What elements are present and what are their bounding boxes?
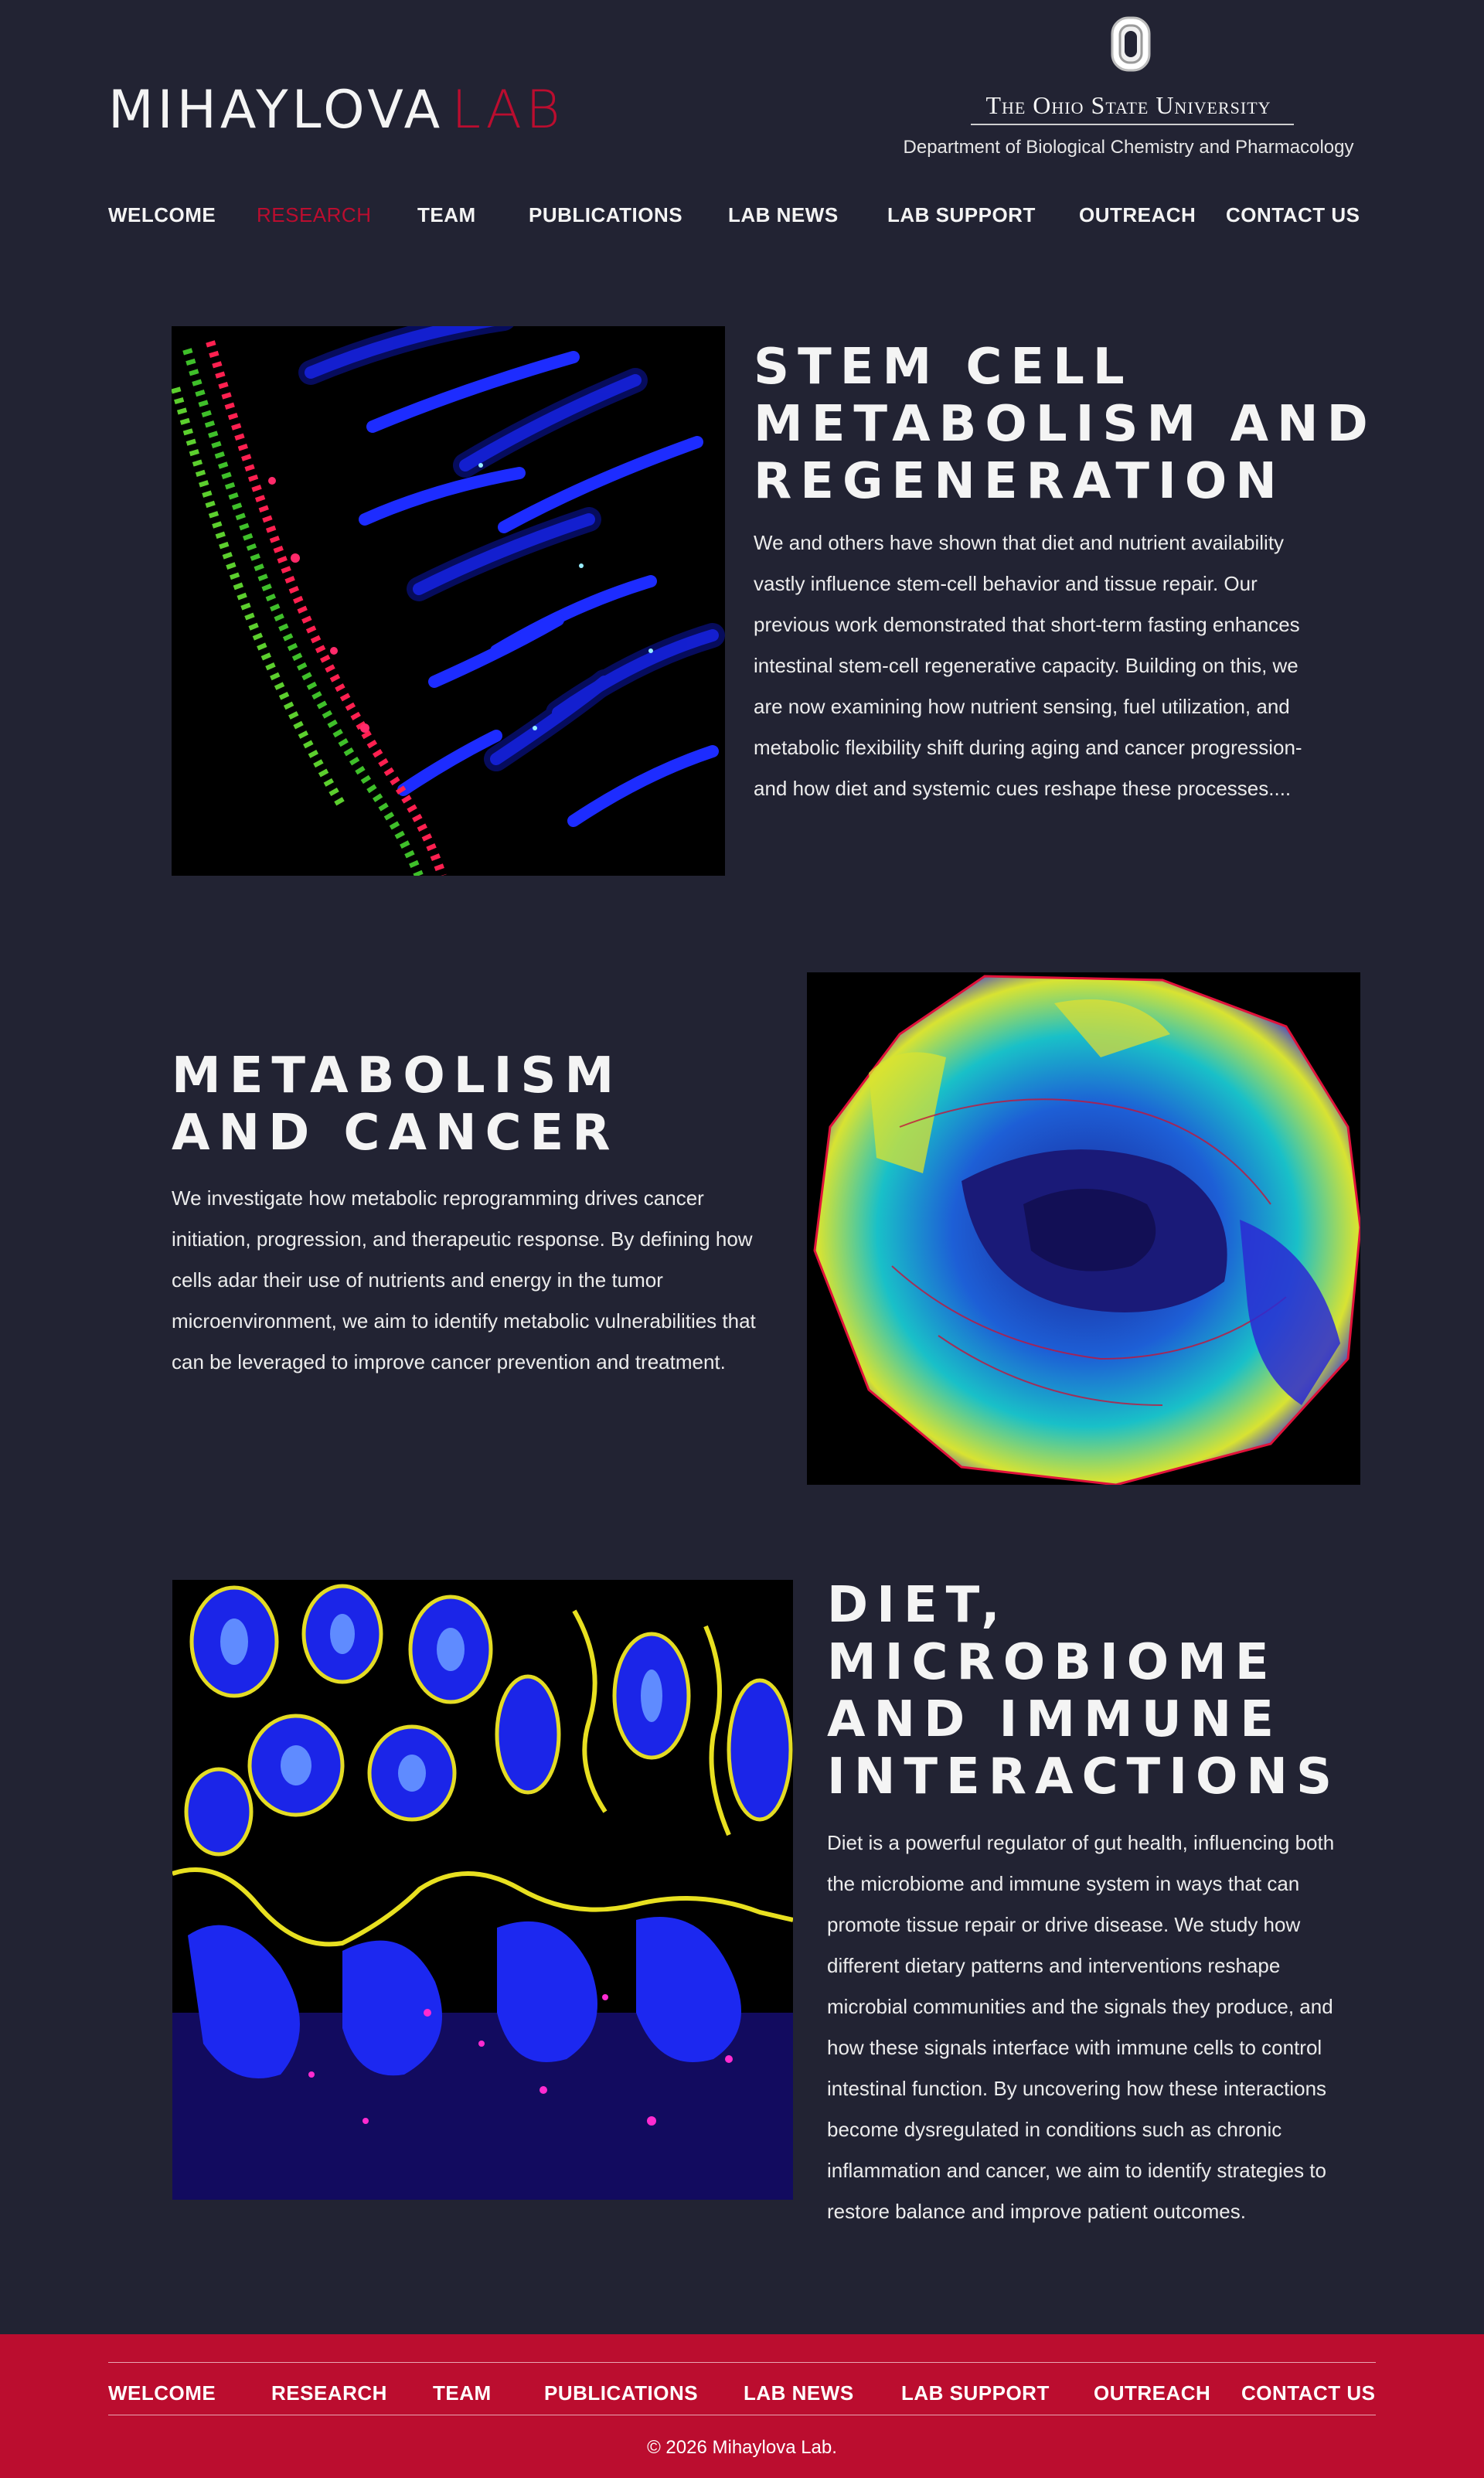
footer-nav-outreach[interactable]: OUTREACH: [1094, 2381, 1211, 2405]
stem-cell-image: [172, 326, 725, 876]
nav-welcome[interactable]: WELCOME: [108, 203, 216, 226]
footer-nav-publications[interactable]: PUBLICATIONS: [544, 2381, 699, 2405]
nav-outreach[interactable]: OUTREACH: [1079, 203, 1196, 226]
footer-nav-lab-support[interactable]: LAB SUPPORT: [901, 2381, 1050, 2405]
footer-nav-research[interactable]: RESEARCH: [271, 2381, 387, 2405]
block-o-icon: [1110, 15, 1152, 73]
university-branding[interactable]: [881, 15, 1376, 158]
section-body-stem-cell: We and others have shown that diet and nutrient availability vastly influence stem-cell behavior and tissue repair. Our previous work demonstrated that short-term fasting enhances intestinal stem-cell regenerative capacity. Building on this, we are now examining how nutrient sensing, fuel utilization, and metabolic flexibility shift during aging and cancer progression-and how diet and systemic cues reshape these processes....: [754, 531, 1302, 800]
lab-logo[interactable]: [108, 80, 564, 141]
main-nav: [108, 199, 1376, 230]
nav-publications[interactable]: PUBLICATIONS: [529, 203, 683, 226]
section-body-diet-microbiome: Diet is a powerful regulator of gut health, influencing both the microbiome and immune system in ways that can promote tissue repair or drive disease. We study how different dietary patterns and interventions reshape microbial communities and the signals they produce, and how these signals interface with immune cells to control intestinal function. By uncovering how these interactions become dysregulated in conditions such as chronic inflammation and cancer, we aim to identify strategies to restore balance and improve patient outcomes.: [827, 1831, 1335, 2223]
section-body-metabolism-cancer: We investigate how metabolic reprogramming drives cancer initiation, progression, and therapeutic response. By defining how cells adar their use of nutrients and energy in the tumor microenvironment, we aim to identify metabolic vulnerabilities that can be leveraged to improve cancer prevention and treatment.: [172, 1186, 756, 1373]
tumor-image: [807, 972, 1360, 1485]
logo-main-text: MIHAYLOVA: [108, 80, 444, 141]
section-title-metabolism-cancer: METABOLISM AND CANCER: [172, 1047, 623, 1162]
footer-nav: [108, 2378, 1376, 2408]
footer-nav-team[interactable]: TEAM: [433, 2381, 492, 2405]
university-divider: [971, 124, 1294, 125]
section-title-diet-microbiome: DIET, MICROBIOME AND IMMUNE INTERACTIONS: [827, 1577, 1341, 1806]
department-name: Department of Biological Chemistry and Pharmacology: [903, 137, 1354, 158]
site-footer: [0, 2334, 1484, 2478]
nav-lab-support[interactable]: LAB SUPPORT: [887, 203, 1036, 226]
section-title-stem-cell: STEM CELL METABOLISM AND REGENERATION: [754, 339, 1377, 510]
nav-team[interactable]: TEAM: [417, 203, 476, 226]
university-name: The Ohio State University: [985, 91, 1271, 119]
nav-research[interactable]: RESEARCH: [257, 203, 372, 226]
footer-nav-contact-us[interactable]: CONTACT US: [1241, 2381, 1376, 2405]
microbiome-image: [172, 1580, 793, 2200]
nav-contact-us[interactable]: CONTACT US: [1226, 203, 1360, 226]
copyright-text: © 2026 Mihaylova Lab.: [647, 2437, 837, 2458]
nav-lab-news[interactable]: LAB NEWS: [728, 203, 839, 226]
logo-accent-text: LAB: [451, 80, 564, 141]
footer-nav-lab-news[interactable]: LAB NEWS: [744, 2381, 854, 2405]
footer-top-divider: [108, 2362, 1376, 2363]
footer-nav-welcome[interactable]: WELCOME: [108, 2381, 216, 2405]
